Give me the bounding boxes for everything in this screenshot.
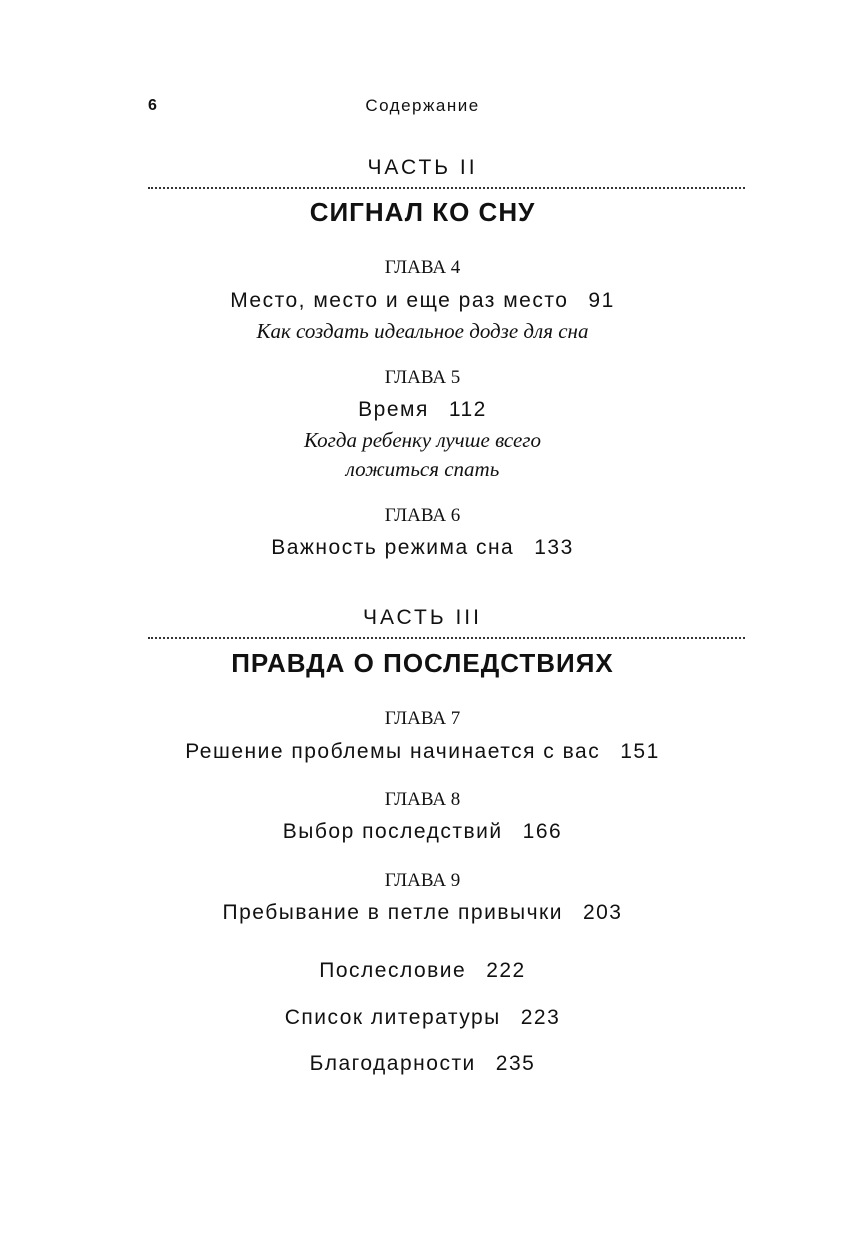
page-ref: 222 <box>486 959 526 982</box>
toc-entry[interactable] <box>0 1052 845 1076</box>
page-ref: 235 <box>495 1052 536 1075</box>
page-number: 6 <box>148 97 157 114</box>
running-title: Содержание <box>365 96 480 115</box>
page-ref: 151 <box>620 740 660 763</box>
entry-title: Послесловие <box>319 959 467 982</box>
page-ref: 203 <box>582 901 623 924</box>
chapter-label: ГЛАВА 6 <box>384 505 461 526</box>
chapter-label: ГЛАВА 8 <box>384 789 461 810</box>
part-label: ЧАСТЬ III <box>363 606 482 629</box>
toc-entry[interactable] <box>0 398 845 422</box>
page-ref: 166 <box>522 820 563 843</box>
entry-title: Благодарности <box>309 1052 476 1075</box>
toc-entry[interactable] <box>0 289 845 313</box>
page-ref: 91 <box>588 289 615 312</box>
part-label: ЧАСТЬ II <box>367 156 478 179</box>
chapter-title: Решение проблемы начинается с вас <box>185 740 601 763</box>
chapter-title: Время <box>358 398 429 421</box>
chapter-label: ГЛАВА 4 <box>384 257 461 278</box>
toc-entry[interactable] <box>0 740 845 764</box>
entry-title: Список литературы <box>284 1006 501 1029</box>
toc-entry[interactable] <box>0 820 845 844</box>
page-ref: 133 <box>534 536 574 559</box>
chapter-label: ГЛАВА 5 <box>384 367 461 388</box>
page-ref: 223 <box>520 1006 561 1029</box>
chapter-title: Важность режима сна <box>271 536 515 559</box>
page-ref: 112 <box>448 398 487 421</box>
part-title: ПРАВДА О ПОСЛЕДСТВИЯХ <box>231 648 614 678</box>
toc-entry[interactable] <box>0 1006 845 1030</box>
dotted-divider <box>148 187 745 189</box>
chapter-subtitle: ложиться спать <box>345 457 500 481</box>
chapter-label: ГЛАВА 9 <box>384 870 461 891</box>
toc-entry[interactable] <box>0 536 845 560</box>
toc-entry[interactable] <box>0 959 845 983</box>
chapter-subtitle: Когда ребенку лучше всего <box>304 428 541 452</box>
chapter-title: Выбор последствий <box>282 820 503 843</box>
dotted-divider <box>148 637 745 639</box>
chapter-label: ГЛАВА 7 <box>384 708 461 729</box>
toc-entry[interactable] <box>0 901 845 925</box>
chapter-subtitle: Как создать идеальное додзе для сна <box>256 319 589 343</box>
chapter-title: Пребывание в петле привычки <box>222 901 563 924</box>
chapter-title: Место, место и еще раз место <box>230 289 569 312</box>
part-title: СИГНАЛ КО СНУ <box>309 197 536 227</box>
